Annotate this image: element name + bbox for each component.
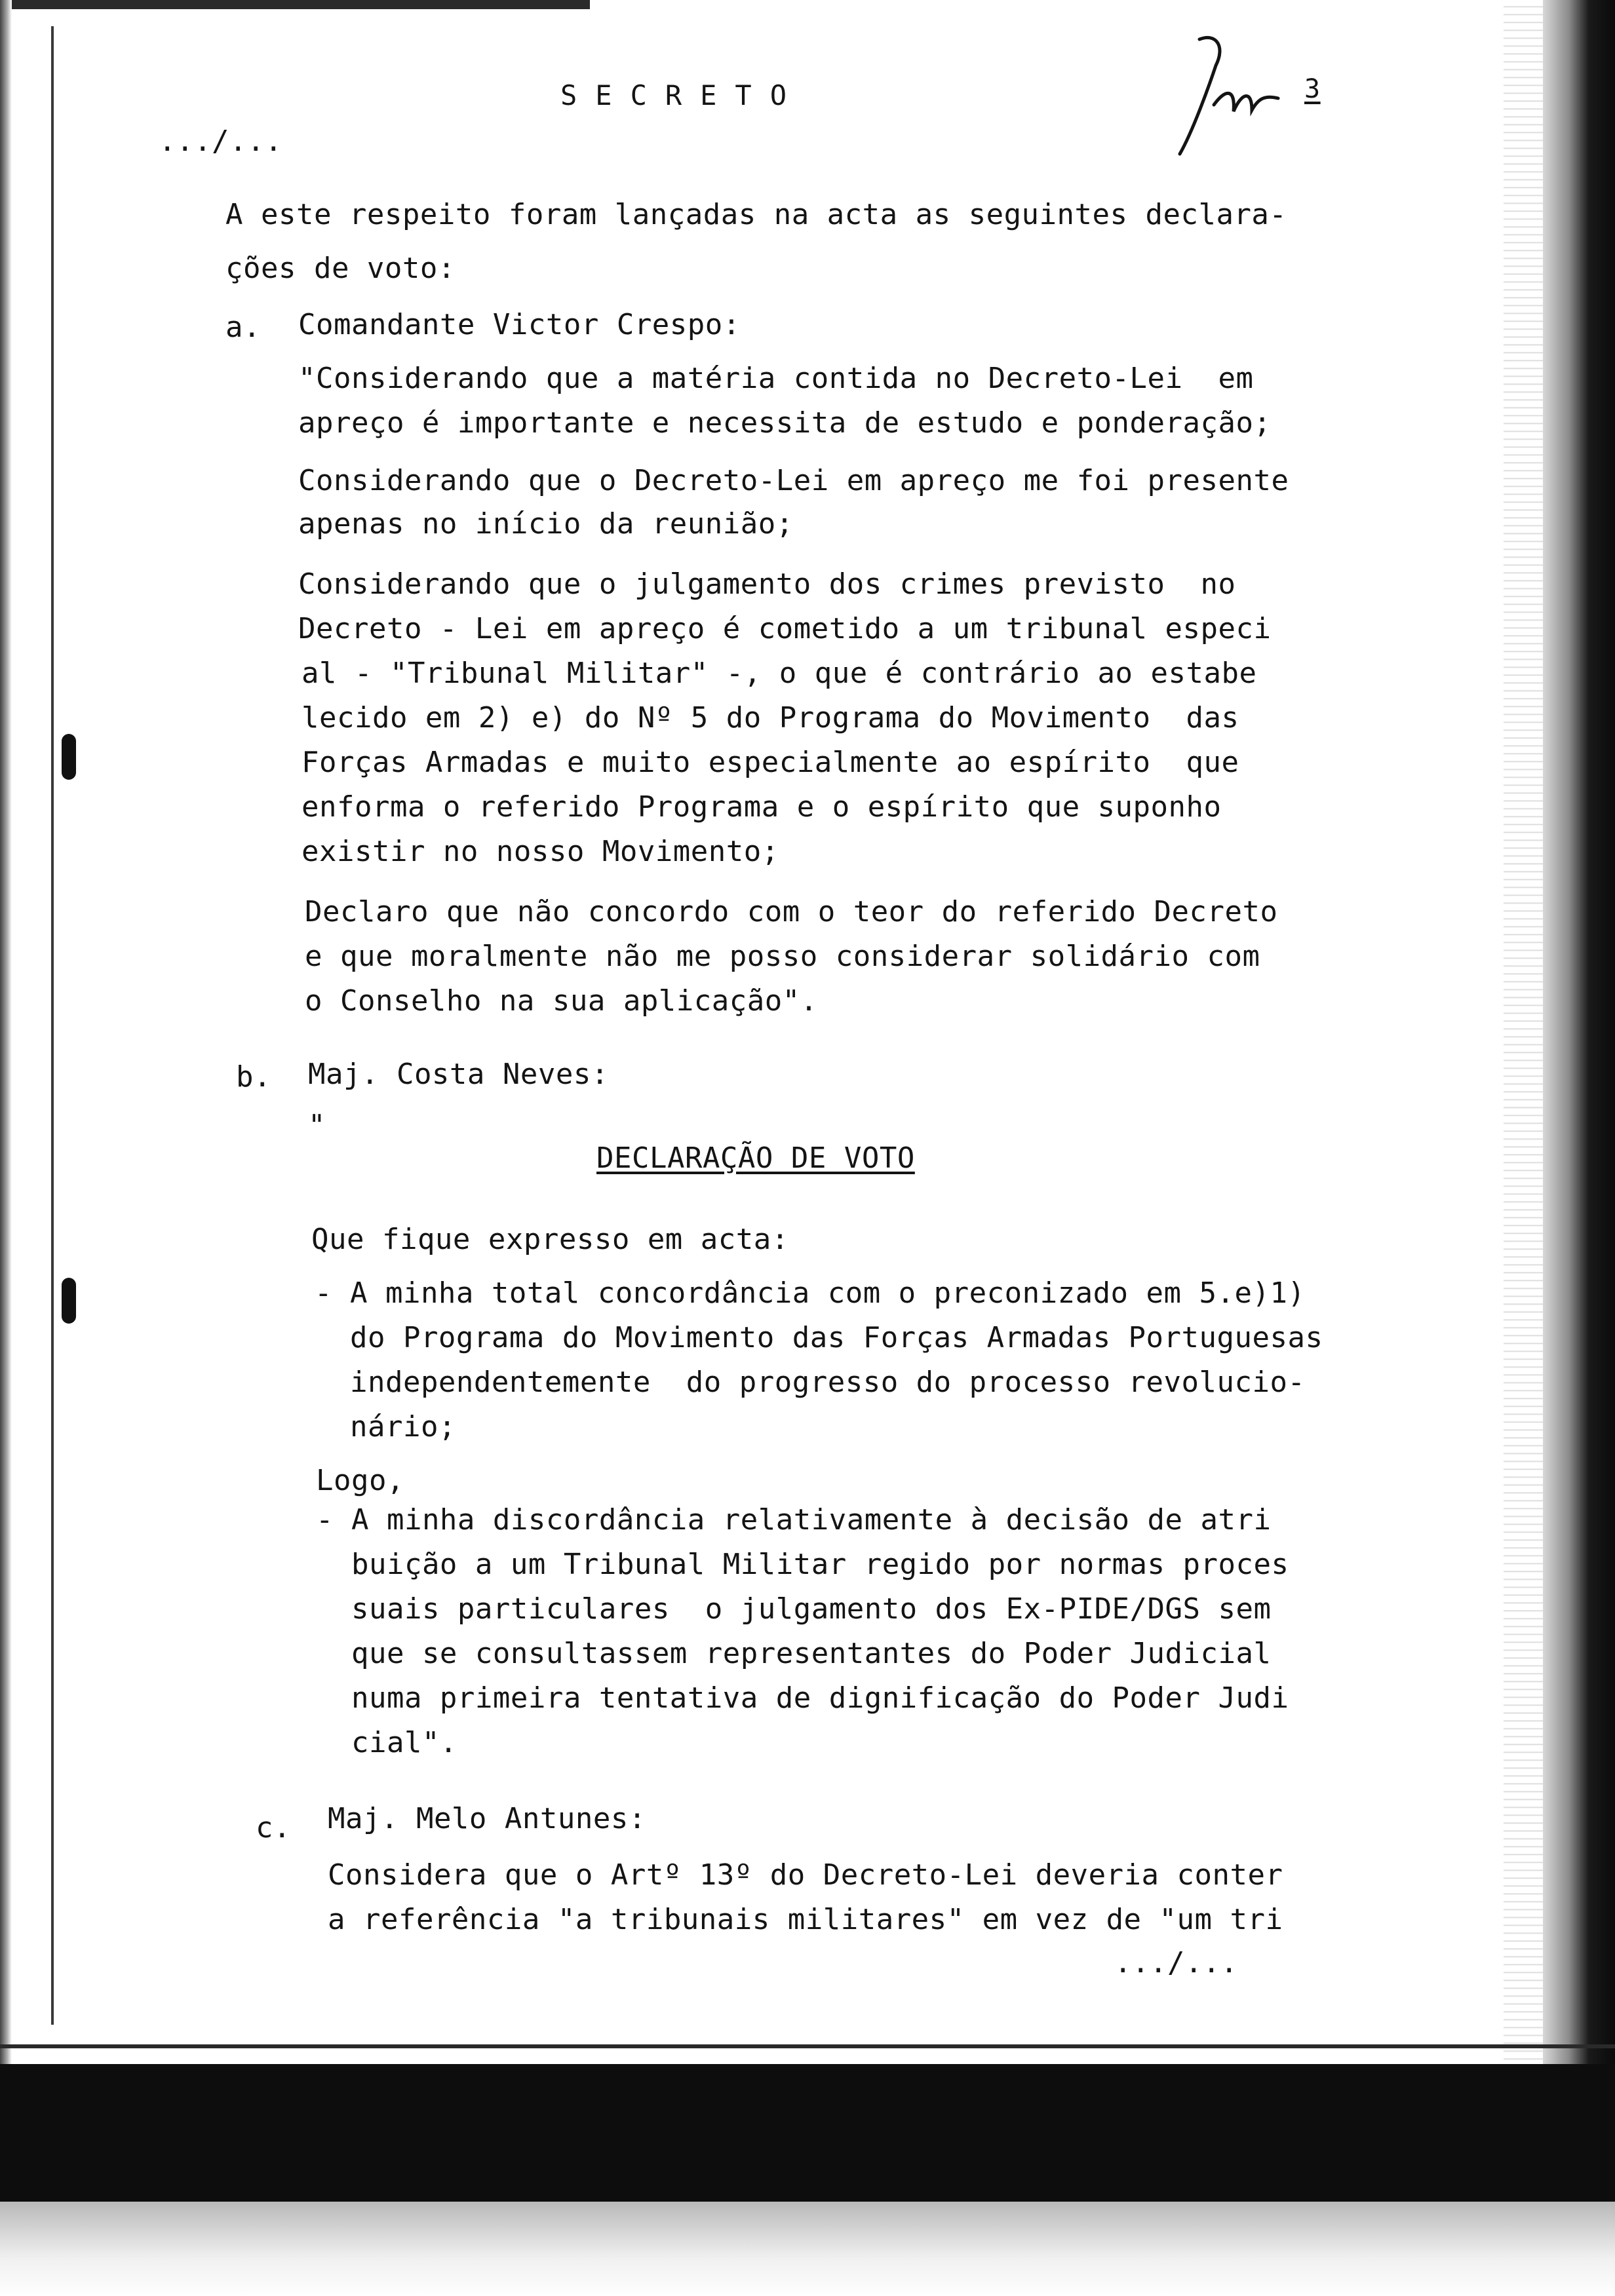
scan-border-right [1543,0,1615,2296]
classification-header: SECRETO [560,79,806,111]
declaration-line: Considerando que o Decreto-Lei em apreço me foi presente [298,464,1289,497]
declaration-line: existir no nosso Movimento; [302,835,779,868]
bullet-line: numa primeira tentativa de dignificação do Poder Judi [316,1681,1289,1715]
section-b-letter: b. [236,1060,271,1094]
section-a-speaker: Comandante Victor Crespo: [298,308,741,341]
section-c-speaker: Maj. Melo Antunes: [328,1802,646,1835]
bullet-line: - A minha discordância relativamente à decisão de atri [316,1503,1272,1537]
section-c-letter: c. [256,1811,291,1845]
scan-border-bottom [0,2064,1615,2202]
declaration-line: apreço é importante e necessita de estudo e ponderação; [298,406,1272,440]
intro-line: ções de voto: [225,252,456,285]
declaration-line: apenas no início da reunião; [298,507,794,541]
declaration-line: e que moralmente não me posso considerar solidário com [305,940,1260,973]
continuation-mark-bottom: .../... [1114,1946,1238,1980]
scan-fold-line [51,26,54,2025]
declaration-line: enforma o referido Programa e o espírito que suponho [302,790,1222,824]
bullet-line: que se consultassem representantes do Poder Judicial [316,1637,1272,1670]
scan-border-left [0,0,12,2064]
declaration-line: Forças Armadas e muito especialmente ao espírito que [302,746,1239,779]
scan-line-bottom [0,2044,1615,2048]
section-b-speaker: Maj. Costa Neves: [308,1058,609,1091]
bullet-line: cial". [316,1726,457,1759]
bullet-line: independentemente do progresso do processo revolucio- [315,1366,1306,1399]
bullet-line: - A minha total concordância com o preconizado em 5.e)1) [315,1276,1306,1310]
bullet-line: buição a um Tribunal Militar regido por normas proces [316,1548,1289,1581]
paragraph-line: Considera que o Artº 13º do Decreto-Lei deveria conter [328,1858,1283,1892]
declaration-line: "Considerando que a matéria contida no Decreto-Lei em [298,362,1254,395]
declaration-line: Declaro que não concordo com o teor do referido Decreto [305,895,1278,928]
declaration-line: o Conselho na sua aplicação". [305,984,818,1018]
bullet-line: nário; [315,1410,456,1444]
bullet-line: do Programa do Movimento das Forças Armadas Portuguesas [315,1321,1323,1354]
punch-hole-mark [62,734,76,780]
continuation-mark-top: .../... [159,124,282,158]
declaration-line: Decreto - Lei em apreço é cometido a um tribunal especi [298,612,1272,645]
punch-hole-mark [62,1278,76,1324]
intro-line: A este respeito foram lançadas na acta as seguintes declara- [225,198,1287,231]
page-number: 3 [1304,74,1321,104]
declaration-title: DECLARAÇÃO DE VOTO [596,1141,915,1175]
paragraph-line: a referência "a tribunais militares" em vez de "um tri [328,1903,1283,1936]
declaration-line: al - "Tribunal Militar" -, o que é contrário ao estabe [302,657,1257,690]
scan-shadow-bottom [0,2202,1615,2296]
logo-line: Logo, [316,1464,404,1497]
scan-border-top [0,0,590,9]
bullet-line: suais particulares o julgamento dos Ex-PIDE/DGS sem [316,1592,1272,1626]
handwritten-initials [1154,26,1304,157]
open-quote: " [308,1109,326,1142]
section-a-letter: a. [225,311,261,344]
declaration-line: Considerando que o julgamento dos crimes previsto no [298,567,1236,601]
declaration-line: lecido em 2) e) do Nº 5 do Programa do Movimento das [302,701,1239,735]
scan-noise-right [1504,0,1543,2296]
declaration-lead: Que fique expresso em acta: [311,1223,789,1256]
